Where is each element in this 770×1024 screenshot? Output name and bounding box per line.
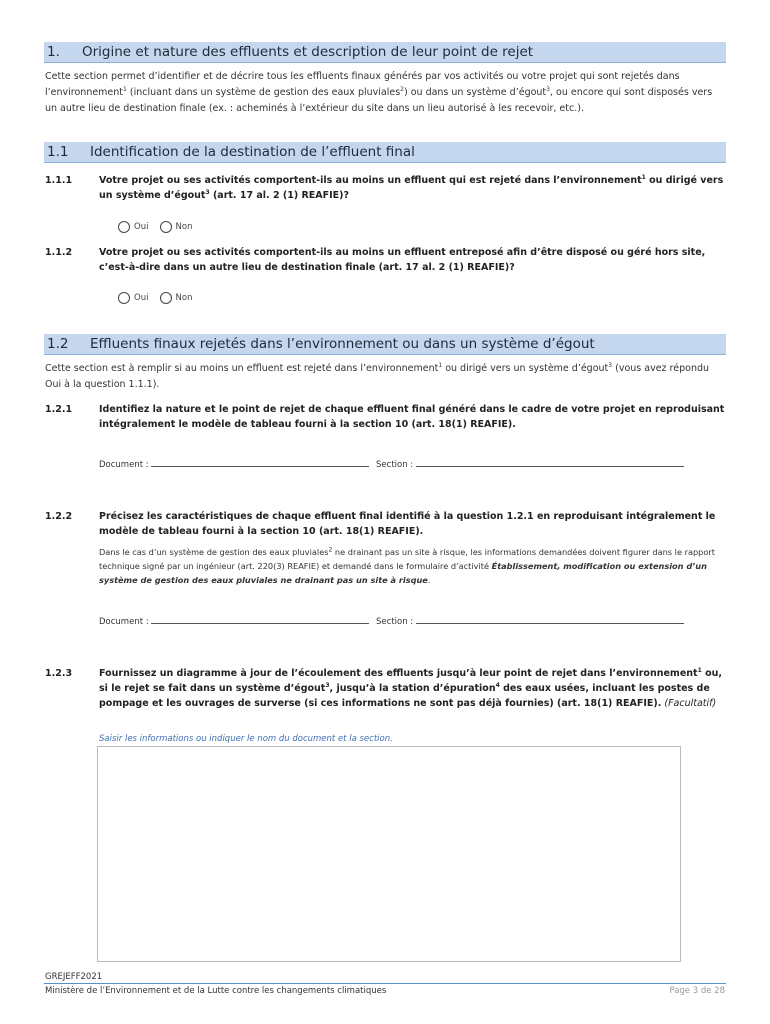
- question-1-1-1-options: [118, 216, 199, 235]
- question-1-1-2-text: Votre projet ou ses activités comportent-ils au moins un effluent entreposé afin d’être disposé ou géré hors site, c’est-à-dire dans un autre lieu de destination finale (art. 17 al. 2 (1) REAFIE)?: [99, 247, 706, 273]
- question-1-2-3-text: Fournissez un diagramme à jour de l’écoulement des effluents jusqu’à leur point de rejet dans l’environnement$^1$ ou, si le rejet se fait dans un système d’égout$^3$, jusqu’à la station d’épuration$^4$ des eaux usées, incluant les postes de pompage et les ouvrages de surverse (si ces informations ne sont pas déjà fournies) (art. 18(1) REAFIE). (Facultatif): [99, 666, 722, 709]
- answer-textarea[interactable]: [97, 746, 681, 962]
- answer-hint: Saisir les informations ou indiquer le nom du document et la section.: [99, 734, 393, 744]
- non-label: Non: [175, 221, 193, 232]
- document-field[interactable]: [151, 614, 369, 624]
- section-label: Section :: [376, 460, 414, 470]
- document-field[interactable]: [151, 457, 369, 467]
- question-1-2-3-number: 1.2.3: [45, 668, 73, 679]
- section-1-number: 1.: [47, 44, 60, 60]
- question-1-2-2-number: 1.2.2: [45, 511, 73, 522]
- page-number: Page 3 de 28: [669, 986, 725, 996]
- section-1-title: Origine et nature des effluents et description de leur point de rejet: [82, 44, 534, 60]
- question-1-2-2-note: Dans le cas d’un système de gestion des eaux pluviales$^2$ ne drainant pas un site à risque, les informations demandées doivent figurer dans le rapport technique signé par un ingénieur (art. 220(3) REAFIE) et demandé dans le formulaire d’activité Établissement, modification ou extension d’un système de gestion des eaux pluviales ne drainant pas un site à risque.: [99, 546, 715, 585]
- question-1-2-1-text: Identifiez la nature et le point de rejet de chaque effluent final généré dans le cadre de votre projet en reproduisant intégralement le modèle de tableau fourni à la section 10 (art. 18(1) REAFIE).: [99, 404, 725, 430]
- section-field[interactable]: [416, 614, 684, 624]
- oui-label: Oui: [134, 221, 149, 232]
- section-1-2-number: 1.2: [47, 336, 69, 352]
- non-radio[interactable]: [160, 221, 172, 233]
- question-1-1-1-text: Votre projet ou ses activités comportent-ils au moins un effluent qui est rejeté dans l’environnement$^1$ ou dirigé vers un système d’égout$^3$ (art. 17 al. 2 (1) REAFIE)?: [99, 173, 724, 201]
- section-field[interactable]: [416, 457, 684, 467]
- section-1-2-title: Effluents finaux rejetés dans l’environnement ou dans un système d’égout: [90, 336, 595, 352]
- section-label: Section :: [376, 617, 414, 627]
- oui-radio[interactable]: [118, 292, 130, 304]
- oui-label: Oui: [134, 292, 149, 303]
- section-1-1-title: Identification de la destination de l’effluent final: [90, 144, 415, 160]
- question-1-2-1-reference: [99, 457, 684, 470]
- ministry-name: Ministère de l’Environnement et de la Lutte contre les changements climatiques: [45, 986, 387, 996]
- section-1-1-number: 1.1: [47, 144, 69, 160]
- non-label: Non: [175, 292, 193, 303]
- question-1-1-2-options: [118, 287, 199, 306]
- form-code: GREJEFF2021: [45, 972, 103, 982]
- question-1-2-1-number: 1.2.1: [45, 404, 73, 415]
- question-1-2-2-reference: [99, 614, 684, 627]
- footer-divider: [44, 983, 726, 984]
- oui-radio[interactable]: [118, 221, 130, 233]
- question-1-1-1-number: 1.1.1: [45, 175, 73, 186]
- document-label: Document :: [99, 617, 149, 627]
- document-label: Document :: [99, 460, 149, 470]
- non-radio[interactable]: [160, 292, 172, 304]
- question-1-1-2-number: 1.1.2: [45, 247, 73, 258]
- question-1-2-2-text: Précisez les caractéristiques de chaque effluent final identifié à la question 1.2.1 en reproduisant intégralement le modèle de tableau fourni à la section 10 (art. 18(1) REAFIE).: [99, 511, 716, 537]
- section-1-2-intro: Cette section est à remplir si au moins un effluent est rejeté dans l’environnement$^1$ ou dirigé vers un système d’égout$^3$ (vous avez répondu Oui à la question 1.1.1).: [45, 361, 710, 390]
- section-1-intro: Cette section permet d’identifier et de décrire tous les effluents finaux générés par vos activités ou votre projet qui sont rejetés dans l’environnement$^1$ (incluant dans un système de gestion des eaux pluviales$^2$) ou dans un système d’égout$^3$, ou encore qui sont disposés vers un autre lieu de destination finale (ex. : acheminés à l’extérieur du site dans un lieu autorisé à les recevoir, etc.).: [45, 71, 713, 114]
